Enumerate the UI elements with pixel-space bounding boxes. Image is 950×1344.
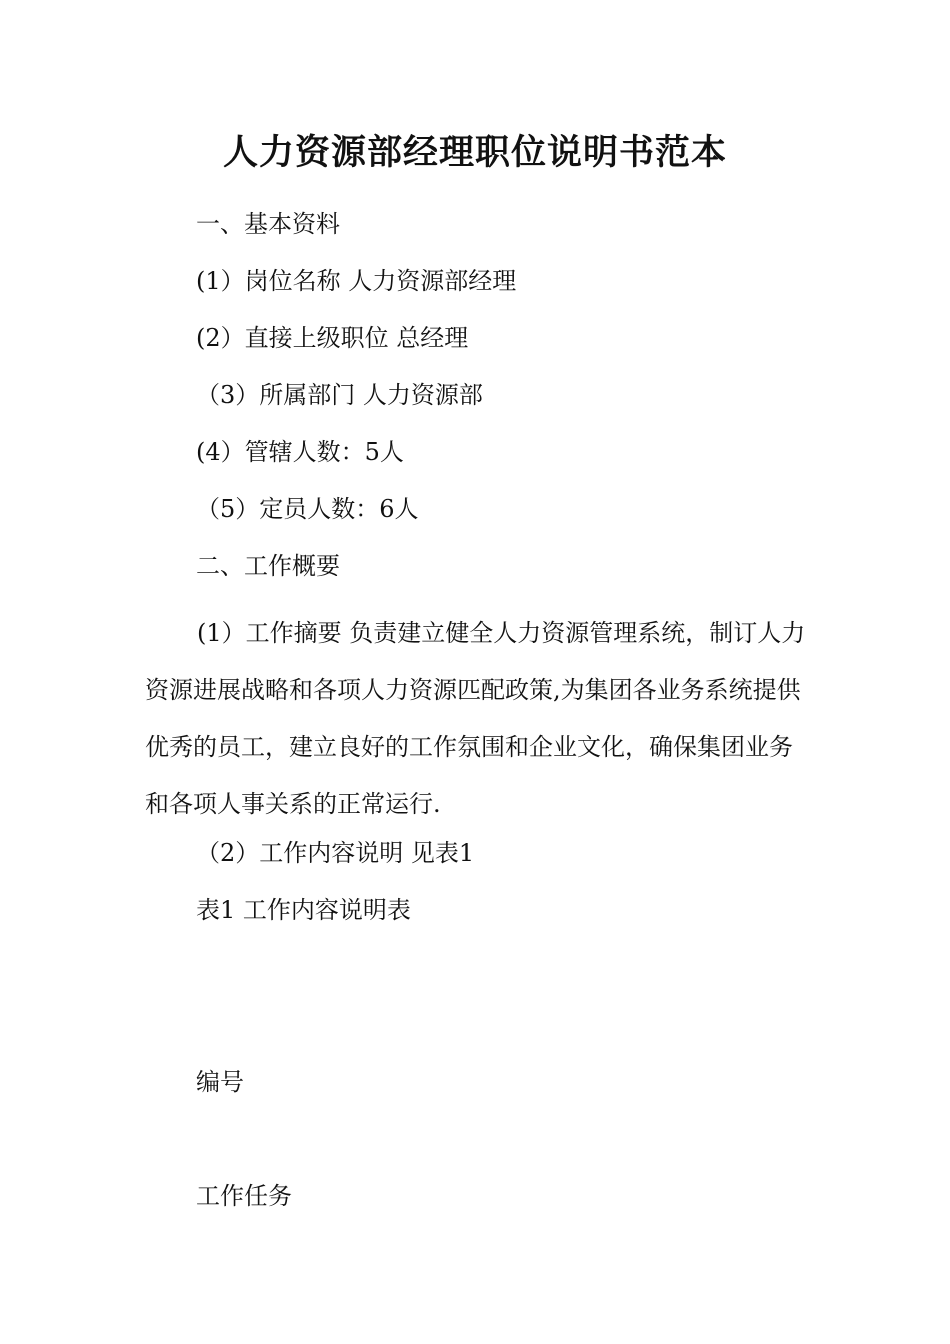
table-header-task: 工作任务 bbox=[196, 1182, 292, 1210]
document-title: 人力资源部经理职位说明书范本 bbox=[222, 132, 727, 173]
item-job-title: (1）岗位名称 人力资源部经理 bbox=[196, 267, 517, 295]
item-direct-superior: (2）直接上级职位 总经理 bbox=[196, 324, 469, 352]
job-summary-paragraph: (1）工作摘要 负责建立健全人力资源管理系统，制订人力资源进展战略和各项人力资源匹配政策,为集团各业务系统提供优秀的员工，建立良好的工作氛围和企业文化，确保集团业务和各项人事关系的正常运行. bbox=[145, 619, 806, 818]
section-heading-job-summary: 二、工作概要 bbox=[196, 552, 340, 580]
job-content-line: （2）工作内容说明 见表1 bbox=[196, 839, 475, 867]
table-caption: 表1 工作内容说明表 bbox=[196, 896, 411, 924]
table-header-number: 编号 bbox=[196, 1068, 244, 1096]
item-headcount: （5）定员人数：6人 bbox=[196, 495, 419, 523]
section-heading-basic-info: 一、基本资料 bbox=[196, 210, 340, 238]
item-department: （3）所属部门 人力资源部 bbox=[196, 381, 483, 409]
item-managed-count: (4）管辖人数：5人 bbox=[196, 438, 404, 466]
